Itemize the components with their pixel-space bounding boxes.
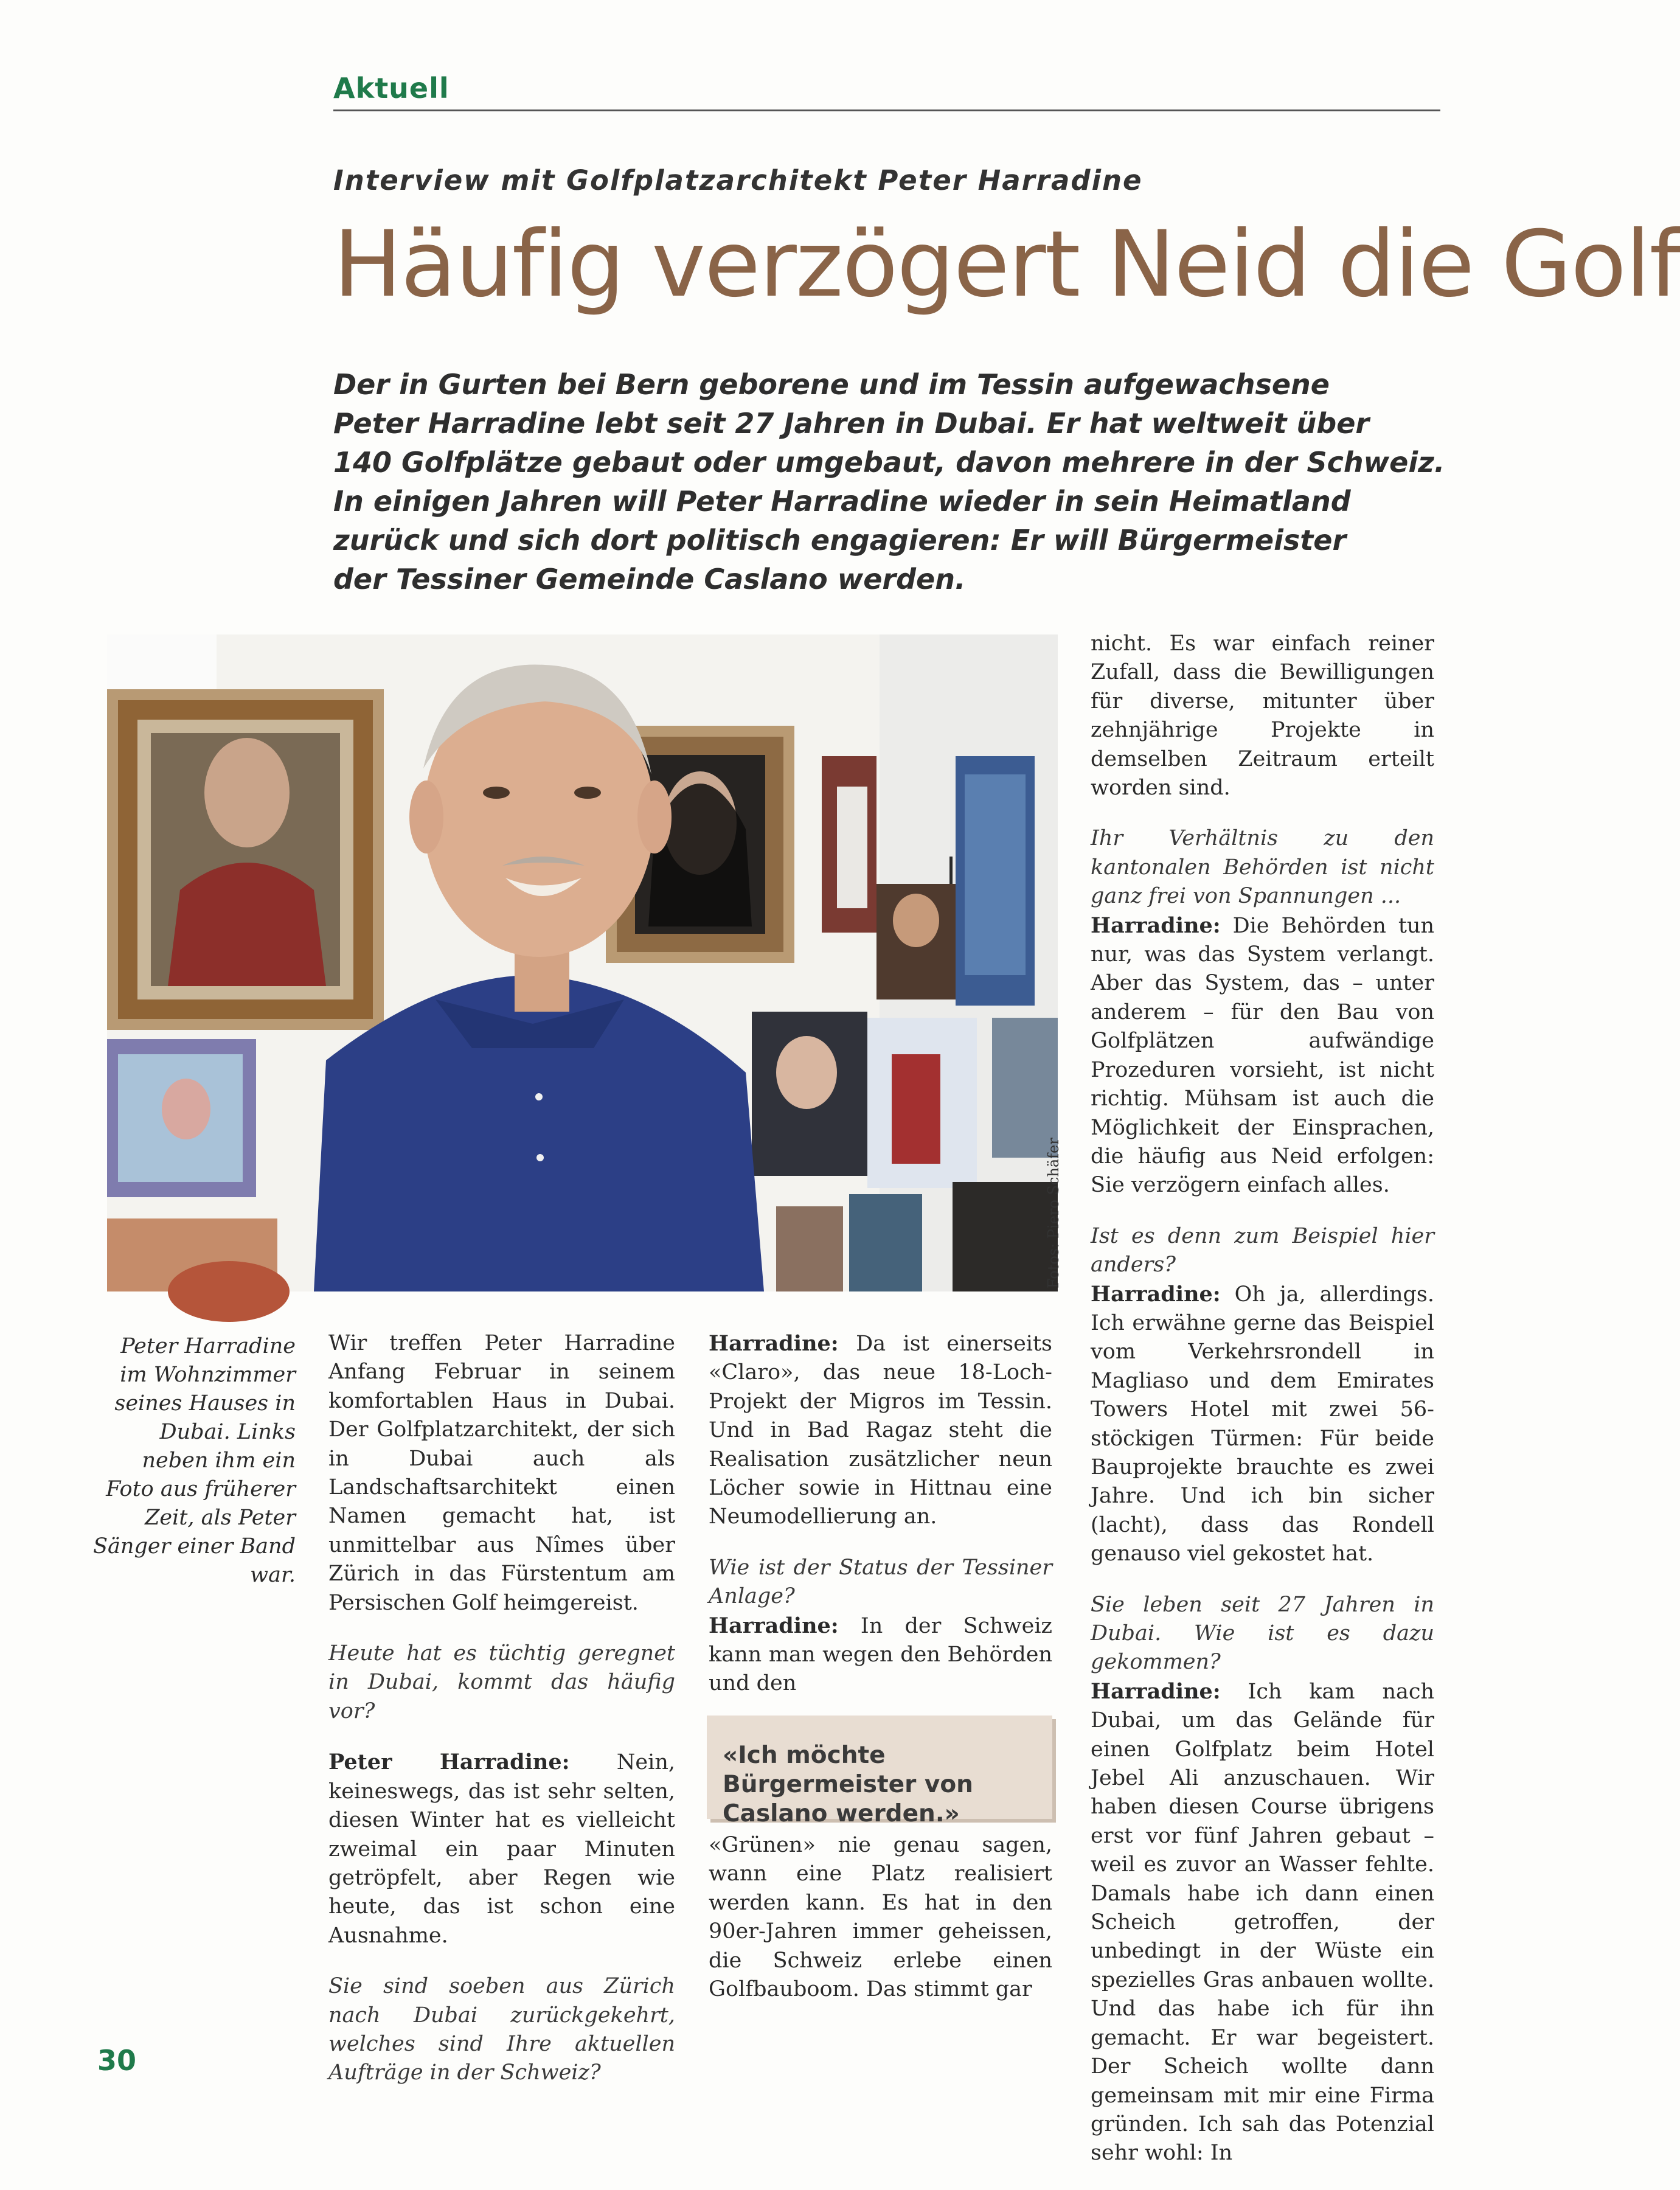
answer-text: In der Schweiz kann man wegen den Behörden und den — [709, 1613, 1052, 1696]
text-column-2-continued — [709, 1831, 1052, 2026]
speaker-label: Peter Harradine: — [328, 1750, 570, 1775]
interview-question: Wie ist der Status der Tessiner Anlage? — [709, 1555, 1052, 1609]
answer-text: Die Behörden tun nur, was das System verlangt. Aber das System, das – unter anderem – für den Bau von Golfplätzen aufwändige Prozeduren vorsieht, ist nicht richtig. Mühsam ist auch die Möglichkeit der Einsprachen, die häufig aus Neid erfolgen: Sie verzögern einfach alles. — [1091, 913, 1434, 1198]
interview-answer — [1091, 1677, 1434, 2168]
section-label: Aktuell — [333, 72, 450, 105]
answer-text: Nein, keineswegs, das ist sehr selten, diesen Winter hat es vielleicht zweimal ein paar Minuten getröpfelt, aber Regen wie heute, das ist schon eine Ausnahme. — [328, 1750, 675, 1948]
photo-caption: Peter Harradine im Wohnzimmer seines Hauses in Dubai. Links neben ihm ein Foto aus früherer Zeit, als Peter Sänger einer Band war. — [93, 1334, 296, 1587]
answer-text: «Grünen» nie genau sagen, wann eine Platz realisiert werden kann. Es hat in den 90er-Jahren immer geheissen, die Schweiz erlebe einen Golfbauboom. Das stimmt gar — [709, 1833, 1052, 2002]
interview-question: Ihr Verhältnis zu den kantonalen Behörden ist nicht ganz frei von Spannungen ... — [1091, 826, 1434, 909]
lead-line: In einigen Jahren will Peter Harradine wieder in sein Heimatland — [333, 485, 1351, 518]
speaker-label: Harradine: — [709, 1331, 839, 1356]
interview-question: Heute hat es tüchtig geregnet in Dubai, kommt das häufig vor? — [328, 1641, 675, 1723]
speaker-label: Harradine: — [1091, 1281, 1221, 1307]
speaker-label: Harradine: — [1091, 912, 1221, 938]
lead-line: Der in Gurten bei Bern geborene und im Tessin aufgewachsene — [333, 368, 1330, 401]
lead-line: der Tessiner Gemeinde Caslano werden. — [333, 563, 966, 596]
interview-question: Sie sind soeben aus Zürich nach Dubai zurückgekehrt, welches sind Ihre aktuellen Aufträge in der Schweiz? — [328, 1974, 675, 2085]
interview-answer — [709, 1611, 1052, 1698]
text-column-2 — [709, 1329, 1052, 1720]
pullquote-text: «Ich möchte Bürgermeister von Caslano werden.» — [723, 1742, 973, 1827]
interview-answer — [1091, 911, 1434, 1200]
answer-text: Oh ja, allerdings. Ich erwähne gerne das Beispiel vom Verkehrsrondell in Magliaso und dem Emirates Towers Hotel mit zwei 56-stöckigen Türmen: Für beide Bauprojekte brauchte es zwei Jahre. Und ich bin sicher (lacht), dass das Rondell genauso viel gekostet hat. — [1091, 1282, 1434, 1566]
interview-question: Ist es denn zum Beispiel hier anders? — [1091, 1223, 1434, 1278]
speaker-label: Harradine: — [1091, 1678, 1221, 1704]
page-number: 30 — [97, 2044, 137, 2077]
article-kicker: Interview mit Golfplatzarchitekt Peter Harradine — [333, 164, 1143, 196]
speaker-label: Harradine: — [709, 1613, 839, 1638]
article-photo — [107, 634, 1058, 1291]
article-headline: Häufig verzögert Neid die Golf — [333, 212, 1680, 318]
article-lead — [333, 365, 1445, 599]
text-column-3 — [1091, 630, 1434, 2190]
answer-text: Ich kam nach Dubai, um das Gelände für einen Golfplatz beim Hotel Jebel Ali anzuschauen. Wir haben diesen Course übrigens erst vor fünf Jahren gebaut – weil es zuvor an Wasser fehlte. Damals habe ich dann einen Scheich getroffen, der unbedingt in der Wüste ein spezielles Gras anbauen wollte. Und das habe ich für ihn gemacht. Er war begeistert. Der Scheich wollte dann gemeinsam mit mir eine Firma gründen. Ich sah das Potenzial sehr wohl: In — [1091, 1679, 1434, 2166]
paragraph: nicht. Es war einfach reiner Zufall, dass die Bewilligungen für diverse, mitunter über zehnjährige Projekte in demselben Zeitraum erteilt worden sind. — [1091, 631, 1434, 801]
interview-answer — [328, 1748, 675, 1950]
lead-line: 140 Golfplätze gebaut oder umgebaut, davon mehrere in der Schweiz. — [333, 446, 1445, 479]
photo-credit: Fotos: Piero Schäfer — [1045, 1138, 1062, 1288]
answer-text: Da ist einerseits «Claro», das neue 18-Loch-Projekt der Migros im Tessin. Und in Bad Ragaz steht die Realisation zusätzlicher neun Löcher sowie in Hittnau eine Neumodellierung an. — [709, 1332, 1052, 1529]
lead-line: zurück und sich dort politisch engagieren: Er will Bürgermeister — [333, 524, 1347, 557]
paragraph: Wir treffen Peter Harradine Anfang Februar in seinem komfortablen Haus in Dubai. Der Golfplatzarchitekt, der sich in Dubai auch als Landschaftsarchitekt einen Namen gemacht hat, ist unmittelbar aus Nîmes über Zürich in das Fürstentum am Persischen Golf heimgereist. — [328, 1331, 675, 1615]
interview-answer — [709, 1329, 1052, 1532]
portrait-illustration — [107, 634, 1058, 1291]
interview-answer — [1091, 1280, 1434, 1569]
text-column-1 — [328, 1329, 675, 2110]
header-rule — [333, 109, 1440, 111]
lead-line: Peter Harradine lebt seit 27 Jahren in Dubai. Er hat weltweit über — [333, 407, 1370, 440]
interview-question: Sie leben seit 27 Jahren in Dubai. Wie ist es dazu gekommen? — [1091, 1592, 1434, 1675]
